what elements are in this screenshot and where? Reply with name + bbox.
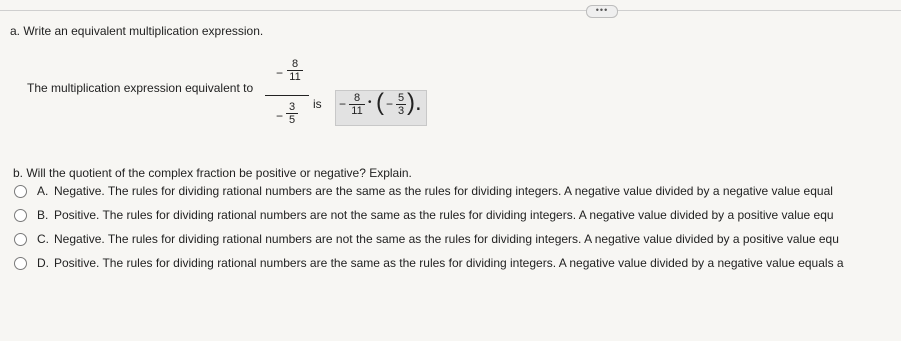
part-a-question: a. Write an equivalent multiplication expression.	[10, 24, 264, 38]
choice-d-text: Positive. The rules for dividing rational numbers are the same as the rules for dividing integers. A negative value divided by a negative value equals a	[54, 256, 844, 270]
more-options-button[interactable]: •••	[586, 5, 618, 18]
open-paren: (	[376, 89, 384, 116]
multiply-dot: •	[368, 97, 372, 108]
choice-d-letter: D.	[37, 256, 49, 270]
top-divider	[0, 10, 901, 11]
answer-fraction-2	[396, 92, 406, 117]
radio-c[interactable]	[14, 233, 27, 246]
answer-sign-2: −	[386, 97, 394, 111]
part-b-question: b. Will the quotient of the complex fraction be positive or negative? Explain.	[13, 166, 412, 180]
radio-d[interactable]	[14, 257, 27, 270]
radio-a[interactable]	[14, 185, 27, 198]
answer-fraction-2-numerator: 5	[397, 92, 405, 104]
choice-c-text: Negative. The rules for dividing rational numbers are not the same as the rules for dividing integers. A negative value divided by a positive value equ	[54, 232, 839, 246]
top-denominator: 11	[289, 71, 301, 83]
bottom-denominator: 5	[288, 114, 296, 126]
close-paren: ).	[407, 89, 422, 116]
answer-fraction-1-numerator: 8	[353, 92, 361, 104]
top-sign: −	[276, 66, 284, 80]
radio-b[interactable]	[14, 209, 27, 222]
main-fraction-bar	[265, 95, 309, 96]
choice-c-letter: C.	[37, 232, 49, 246]
bottom-fraction	[286, 101, 298, 126]
choice-a-text: Negative. The rules for dividing rational numbers are the same as the rules for dividing integers. A negative value divided by a negative value equal	[54, 184, 833, 198]
part-a-is-word: is	[313, 97, 322, 111]
answer-sign-1: −	[339, 97, 347, 111]
answer-fraction-1-denominator: 11	[351, 105, 363, 117]
choice-b-text: Positive. The rules for dividing rational numbers are not the same as the rules for dividing integers. A negative value divided by a positive value equ	[54, 208, 834, 222]
part-a-sentence: The multiplication expression equivalent to	[27, 81, 254, 95]
bottom-numerator: 3	[288, 101, 296, 113]
bottom-sign: −	[276, 109, 284, 123]
answer-fraction-2-denominator: 3	[397, 105, 405, 117]
choice-b-letter: B.	[37, 208, 49, 222]
answer-fraction-1	[349, 92, 365, 117]
top-numerator: 8	[291, 58, 299, 70]
top-fraction	[287, 58, 303, 83]
choice-a-letter: A.	[37, 184, 49, 198]
